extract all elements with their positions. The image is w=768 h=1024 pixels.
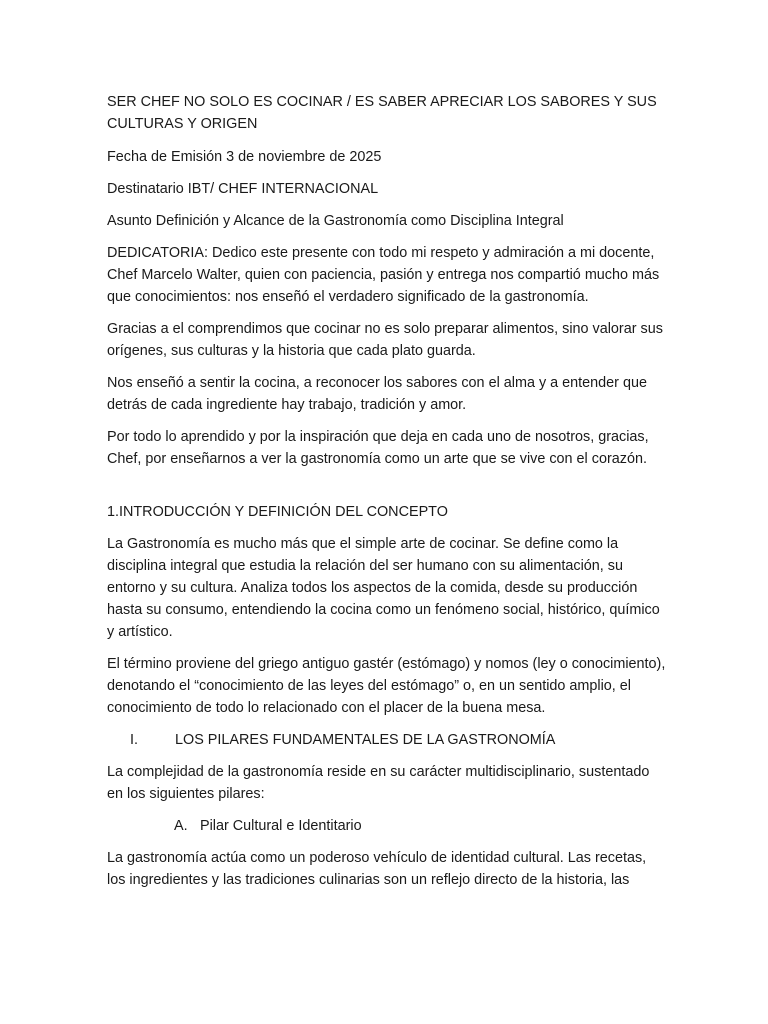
body-paragraph: La Gastronomía es mucho más que el simple arte de cocinar. Se define como la disciplina integral que estudia la relación del ser humano con su alimentación, su entorno y su cultura. Analiza todos los aspectos de la comida, desde su producción hasta su consumo, entendiendo la cocina como un fenómeno social, histórico, químico y artístico. xyxy=(107,536,660,640)
body-paragraph: El término proviene del griego antiguo gastér (estómago) y nomos (ley o conocimiento), denotando el “conocimiento de las leyes del estómago” o, en un sentido amplio, el conocimiento de todo lo relacionado con el placer de la buena mesa. xyxy=(107,656,666,716)
issue-date: Fecha de Emisión 3 de noviembre de 2025 xyxy=(107,149,382,165)
dedication-paragraph: Gracias a el comprendimos que cocinar no es solo preparar alimentos, sino valorar sus orígenes, sus culturas y la historia que cada plato guarda. xyxy=(107,321,663,359)
dedication-paragraph: Por todo lo aprendido y por la inspiración que deja en cada uno de nosotros, gracias, Chef, por enseñarnos a ver la gastronomía como un arte que se vive con el corazón. xyxy=(107,429,649,467)
section-heading-text: LOS PILARES FUNDAMENTALES DE LA GASTRONOMÍA xyxy=(175,732,556,748)
subject: Asunto Definición y Alcance de la Gastronomía como Disciplina Integral xyxy=(107,213,564,229)
body-paragraph: La complejidad de la gastronomía reside en su carácter multidisciplinario, sustentado en los siguientes pilares: xyxy=(107,764,650,802)
subsection-heading-cultural xyxy=(107,815,668,837)
recipient: Destinatario IBT/ CHEF INTERNACIONAL xyxy=(107,181,379,197)
dedication-paragraph: DEDICATORIA: Dedico este presente con todo mi respeto y admiración a mi docente, Chef Marcelo Walter, quien con paciencia, pasión y entrega nos compartió mucho más que conocimientos: nos enseñó el verdadero significado de la gastronomía. xyxy=(107,245,660,305)
roman-numeral: I. xyxy=(130,732,138,748)
subsection-letter: A. xyxy=(174,818,188,834)
document-title: SER CHEF NO SOLO ES COCINAR / ES SABER APRECIAR LOS SABORES Y SUS CULTURAS Y ORIGEN xyxy=(107,94,657,132)
section-heading-pillars xyxy=(107,729,668,751)
subsection-heading-text: Pilar Cultural e Identitario xyxy=(200,818,362,834)
section-heading-introduction: 1.INTRODUCCIÓN Y DEFINICIÓN DEL CONCEPTO xyxy=(107,504,448,520)
dedication-paragraph: Nos enseñó a sentir la cocina, a reconocer los sabores con el alma y a entender que detrás de cada ingrediente hay trabajo, tradición y amor. xyxy=(107,375,647,413)
body-paragraph: La gastronomía actúa como un poderoso vehículo de identidad cultural. Las recetas, los ingredientes y las tradiciones culinarias son un reflejo directo de la historia, las xyxy=(107,850,647,888)
